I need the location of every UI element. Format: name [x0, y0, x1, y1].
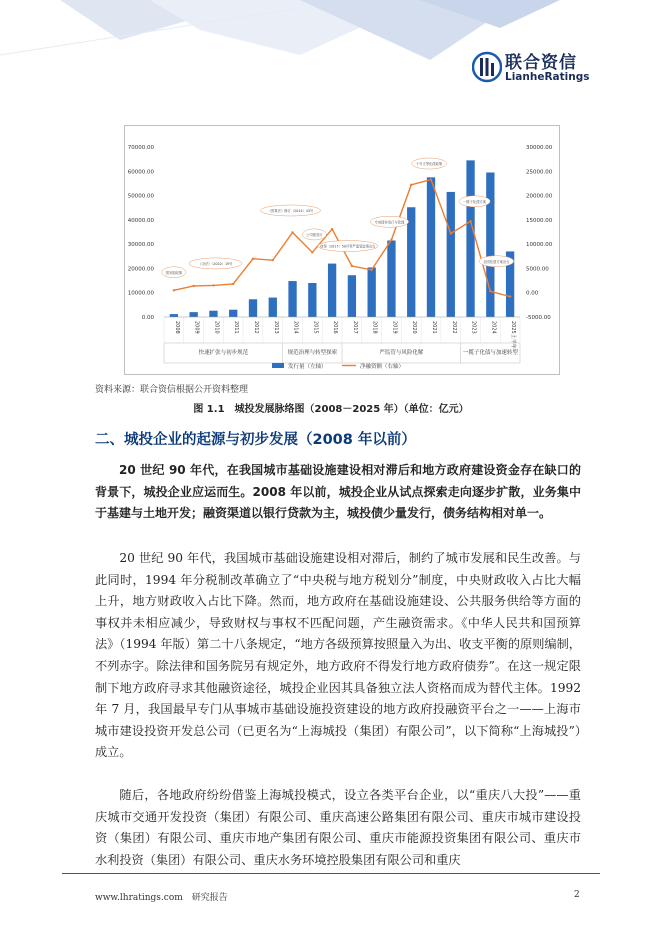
figure-caption: 图 1.1 城投发展脉络图（2008－2025 年）（单位：亿元） — [193, 404, 469, 415]
right-axis-tick-label: 0.00 — [526, 290, 539, 297]
left-axis-tick-label: 10000.00 — [127, 290, 154, 297]
point-net-financing — [212, 284, 214, 286]
right-axis-tick-label: 15000.00 — [526, 217, 553, 224]
bar-issuance — [308, 283, 316, 317]
x-tick-label: 2022 — [450, 321, 457, 334]
point-net-financing — [410, 184, 412, 186]
bar-issuance — [328, 264, 336, 317]
body-paragraph-2: 随后，各地政府纷纷借鉴上海城投模式，设立各类平台企业，以“重庆八大投”——重庆城市交通开发投资（集团）有限公司、重庆高速公路集团有限公司、重庆市城市建设投资（集团）有限公司、重庆市地产集团有限公司、重庆市能源投资集团有限公司、重庆市水利投资（集团）有限公司、重庆水务环境控股集团有限公司和重庆 — [95, 788, 581, 867]
point-net-financing — [252, 258, 254, 260]
footer-divider — [62, 873, 600, 874]
point-net-financing — [232, 283, 234, 285]
point-net-financing — [272, 259, 274, 261]
bar-issuance — [407, 207, 415, 317]
x-tick-label: 2023 — [470, 321, 477, 334]
x-tick-label: 2010 — [213, 321, 220, 334]
bar-issuance — [229, 310, 237, 317]
bar-issuance — [387, 241, 395, 318]
x-tick-label: 2013 — [272, 321, 279, 334]
point-net-financing — [173, 289, 175, 291]
urban-investment-chart — [124, 125, 560, 375]
annotation-text: 十号文等化债政策 — [415, 162, 443, 167]
annotation-text: 公司债发行 — [306, 233, 323, 237]
section-title: 二、城投企业的起源与初步发展（2008 年以前） — [95, 432, 416, 448]
point-net-financing — [430, 178, 432, 180]
point-net-financing — [311, 251, 313, 253]
logo-text-cn: 联合资信 — [505, 53, 577, 73]
lianhe-logo — [472, 48, 622, 88]
bar-issuance — [209, 311, 217, 317]
page-number: 2 — [574, 890, 580, 900]
lianhe-logo-mark — [472, 50, 502, 84]
annotation-text: 财预（2017）50号等严监管政策出台 — [320, 244, 376, 249]
point-net-financing — [469, 220, 471, 222]
phase-label: 严监管与风险化解 — [379, 350, 424, 356]
annotation-text: 全国化债方案出台 — [483, 259, 510, 264]
x-tick-label: 2025上半年 — [510, 321, 517, 349]
point-net-financing — [192, 285, 194, 287]
bar-issuance — [466, 160, 474, 317]
x-tick-label: 2017 — [351, 321, 358, 334]
x-tick-label: 2014 — [292, 321, 299, 334]
x-tick-label: 2008 — [173, 321, 180, 334]
right-axis-tick-label: 5000.00 — [526, 266, 549, 273]
legend-label-issuance: 发行量（左轴） — [288, 364, 327, 370]
bar-issuance — [269, 298, 277, 317]
left-axis-tick-label: 70000.00 — [127, 145, 154, 151]
point-net-financing — [351, 265, 353, 267]
bar-issuance — [447, 192, 455, 317]
x-tick-label: 2012 — [253, 321, 259, 334]
legend-label-net: 净融资额（右轴） — [360, 364, 405, 370]
footer-site: www.lhratings.com 研究报告 — [95, 893, 228, 903]
bar-issuance — [427, 177, 435, 317]
right-axis-tick-label: -5000.00 — [526, 315, 551, 321]
left-axis-tick-label: 40000.00 — [127, 217, 154, 224]
right-axis-tick-label: 30000.00 — [526, 145, 553, 151]
annotation-text: 国务院政策 — [165, 270, 183, 275]
logo-text-en: LianheRatings — [505, 71, 590, 83]
x-tick-label: 2018 — [371, 321, 378, 334]
x-tick-label: 2009 — [193, 321, 200, 334]
annotation-text: 专项债券发行与管理 — [374, 220, 405, 225]
annotation-text: 《办法》（2010）19号 — [198, 262, 233, 267]
bar-issuance — [486, 173, 494, 318]
right-axis-tick-label: 20000.00 — [526, 193, 553, 200]
bar-issuance — [368, 267, 376, 317]
left-axis-tick-label: 60000.00 — [127, 169, 154, 176]
summary-paragraph: 20 世纪 90 年代，在我国城市基础设施建设相对滞后和地方政府建设资金存在缺口的背景下，城投企业应运而生。2008 年以前，城投企业从试点探索走向逐步扩散，业务集中于基建与土地开发；融资渠道以银行贷款为主，城投债少量发行，债务结构相对单一。 — [95, 463, 581, 521]
annotation-text: 《预算法》修订（2014）43号 — [267, 209, 314, 214]
point-net-financing — [450, 232, 452, 234]
point-net-financing — [390, 239, 392, 241]
x-tick-label: 2019 — [391, 321, 398, 334]
bar-issuance — [288, 281, 296, 317]
phase-label: 一揽子化债与加速转型 — [462, 350, 518, 356]
bar-issuance — [348, 275, 356, 317]
point-net-financing — [331, 228, 333, 230]
bar-issuance — [249, 299, 257, 317]
phase-label: 快速扩张与初步规范 — [198, 350, 249, 356]
left-axis-tick-label: 0.00 — [141, 315, 154, 321]
x-tick-label: 2024 — [490, 321, 497, 334]
x-tick-label: 2016 — [332, 321, 339, 334]
x-tick-label: 2020 — [411, 321, 418, 334]
left-axis-tick-label: 30000.00 — [127, 242, 154, 249]
x-tick-label: 2015 — [312, 321, 319, 334]
body-paragraph-1: 20 世纪 90 年代，我国城市基础设施建设相对滞后，制约了城市发展和民生改善。与此同时，1994 年分税制改革确立了“中央税与地方税划分”制度，中央财政收入占比大幅上升，地方财政收入占比下降。然而，地方政府在基础设施建设、公共服务供给等方面的事权并未相应减少，导致财权与事权不匹配问题，产生融资需求。《中华人民共和国预算法》（1994 年版）第二十八条规定，“地方各级预算按照量入为出、收支平衡的原则编制，不列赤字。除法律和国务院另有规定外，地方政府不得发行地方政府债券”。在这一规定限制下地方政府寻求其他融资途径，城投企业因其具备独立法人资格而成为替代主体。1992 年 7 月，我国最早专门从事城市基础设施投资建设的地方政府投融资平台之一——上海市城市建设投资开发总公司（已更名为“上海城投（集团）有限公司”，以下简称“上海城投”）成立。 — [95, 551, 581, 760]
left-axis-tick-label: 50000.00 — [127, 193, 154, 200]
phase-label: 规范治理与转型探索 — [287, 350, 338, 356]
point-net-financing — [370, 269, 372, 271]
source-note: 资料来源：联合资信根据公开资料整理 — [95, 385, 249, 395]
point-net-financing — [489, 290, 491, 292]
annotation-text: 一揽子化债方案 — [463, 199, 487, 204]
bar-issuance — [190, 312, 198, 317]
point-net-financing — [291, 231, 293, 233]
left-axis-tick-label: 20000.00 — [127, 266, 154, 273]
point-net-financing — [509, 295, 511, 297]
bar-issuance — [170, 314, 178, 317]
right-axis-tick-label: 10000.00 — [526, 242, 553, 249]
right-axis-tick-label: 25000.00 — [526, 169, 553, 176]
x-tick-label: 2021 — [431, 321, 437, 334]
x-tick-label: 2011 — [233, 321, 240, 334]
legend-swatch-issuance — [272, 363, 284, 368]
